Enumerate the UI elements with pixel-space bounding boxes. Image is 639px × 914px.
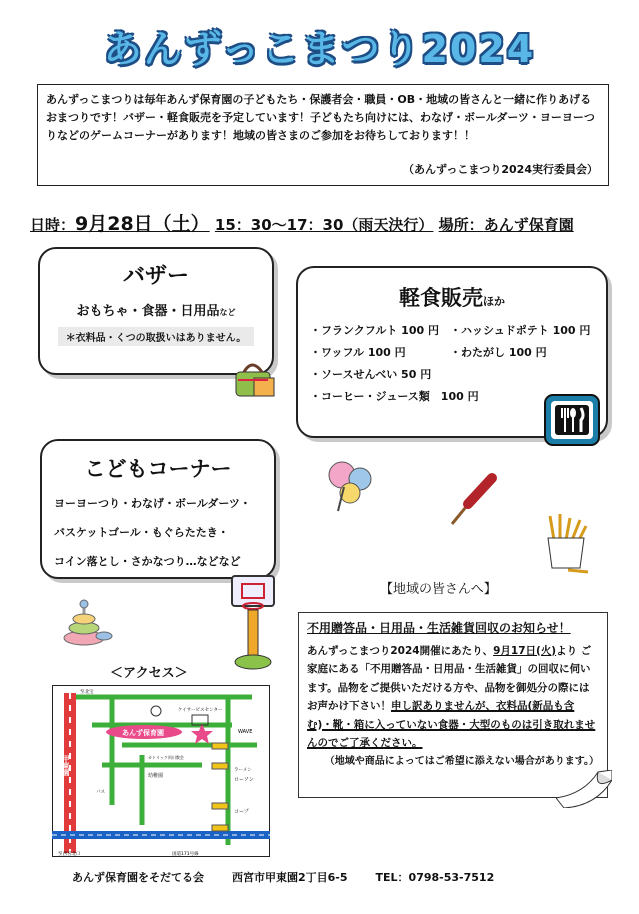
intro-signature: （あんずっこまつり2024実行委員会） (403, 163, 598, 176)
french-fries-icon (542, 512, 592, 574)
map-route-label: 国道171号線 (172, 852, 199, 857)
kids-line: バスケットゴール・もぐらたたき・ (54, 526, 229, 539)
intro-text: あんずっこまつりは毎年あんず保育園の子どもたち・保護者会・職員・OB・地域の皆さんと一緒に作りあげるおまつりです！バザー・軽食販売を予定しています！子どもたち向けには、わなげ・ボールダーツ・ヨーヨーつりなどのゲームコーナーがあります！地域の皆さまのご参加をお待ちしております！！ (46, 93, 595, 142)
map-coop-label: コープ (234, 809, 249, 815)
notice-warning: 申し訳ありませんが、衣料品(新品も含む)・靴・箱に入っていない食器・大型のものは引き取れませんのでご了承ください。 (307, 700, 596, 749)
map-north-label: 至北宝 (80, 690, 94, 695)
snacks-title: 軽食販売 (399, 286, 483, 310)
notice-title: 不用贈答品・日用品・生活雑貨回収のお知らせ！ (307, 621, 571, 635)
kids-line: コイン落とし・さかなつり…などなど (54, 555, 241, 568)
map-church-label: カトリック夙川教会 (148, 755, 184, 760)
map-nursery-label: あんず保育園 (122, 729, 164, 737)
menu-item: ・わたがし 100 円 (450, 346, 547, 359)
snacks-title-suffix: ほか (483, 295, 505, 308)
ring-toss-toy-icon (60, 596, 114, 648)
access-map (52, 685, 270, 857)
page-curl-decoration (556, 770, 612, 808)
notice-footnote: （地域や商品によってはご希望に添えない場合があります。） (324, 755, 599, 767)
notice-date: 9月17日(火) (493, 644, 557, 657)
map-center-label: ケイサービスセンター (178, 708, 223, 713)
event-date: 9月28日（土） (75, 213, 210, 235)
intro-box (37, 84, 609, 186)
menu-row (310, 342, 606, 364)
map-park-label: 幼稚園 (148, 773, 164, 779)
map-lawson-label: ローソン (234, 777, 254, 783)
kids-title: こどもコーナー (84, 457, 232, 481)
map-bus-label: バス (96, 790, 105, 795)
event-place: あんず保育園 (483, 216, 574, 234)
event-info (30, 209, 620, 236)
place-label: 場所： (438, 216, 484, 234)
footer-org: あんず保育園をそだてる会 (72, 871, 204, 884)
menu-row (310, 364, 606, 386)
bazaar-note: ＊衣料品・くつの取扱いはありません。 (58, 327, 254, 346)
kids-line: ヨーヨーつり・わなげ・ボールダーツ・ (54, 497, 251, 510)
shopping-bag-icon (232, 360, 278, 400)
event-rain: （雨天決行） (343, 216, 434, 234)
bazaar-box (38, 247, 274, 375)
footer-address: 西宮市甲東園2丁目6-5 (232, 871, 348, 884)
bazaar-items: おもちゃ・食器・日用品 (76, 304, 220, 319)
cutlery-icon (544, 394, 600, 446)
event-time: 15：30～17：30 (214, 216, 344, 234)
map-south-label: 至西宮北口 (58, 852, 81, 857)
notice-text: あんずっこまつり2024開催にあたり、 (307, 644, 494, 657)
notice-text: より ご家庭にある「不用贈答品・日用品・生活雑貨」の回収に伺います。品物をご提供いただける方や、品物を御処分の際にはお声かけ下さい！ (307, 644, 592, 712)
footer-tel: TEL：0798-53-7512 (375, 871, 495, 884)
map-station-label: 甲東園 (62, 755, 70, 776)
menu-item: ・ハッシュドポテト 100 円 (450, 324, 591, 337)
cotton-candy-icon (320, 455, 380, 513)
menu-row (310, 320, 606, 342)
page-title: あんずっこまつり2024 (103, 27, 536, 71)
community-heading: 【地域の皆さんへ】 (380, 582, 497, 597)
basketball-hoop-icon (228, 572, 278, 672)
date-label: 日時： (30, 216, 76, 234)
map-wave-label: WAVE (238, 729, 253, 735)
access-heading: ＜アクセス＞ (110, 666, 188, 681)
map-ramen-label: ラーメン (234, 768, 252, 773)
menu-item: ・フランクフルト 100 円 (310, 324, 439, 337)
sausage-stick-icon (446, 472, 498, 528)
menu-item: ・ソースせんべい 50 円 (310, 368, 432, 381)
bazaar-title: バザー (122, 264, 189, 289)
kids-box (40, 439, 276, 579)
menu-item: ・コーヒー・ジュース類 100 円 (310, 390, 479, 403)
menu-item: ・ワッフル 100 円 (310, 346, 406, 359)
footer (72, 869, 572, 885)
bazaar-items-suffix: など (219, 308, 236, 317)
